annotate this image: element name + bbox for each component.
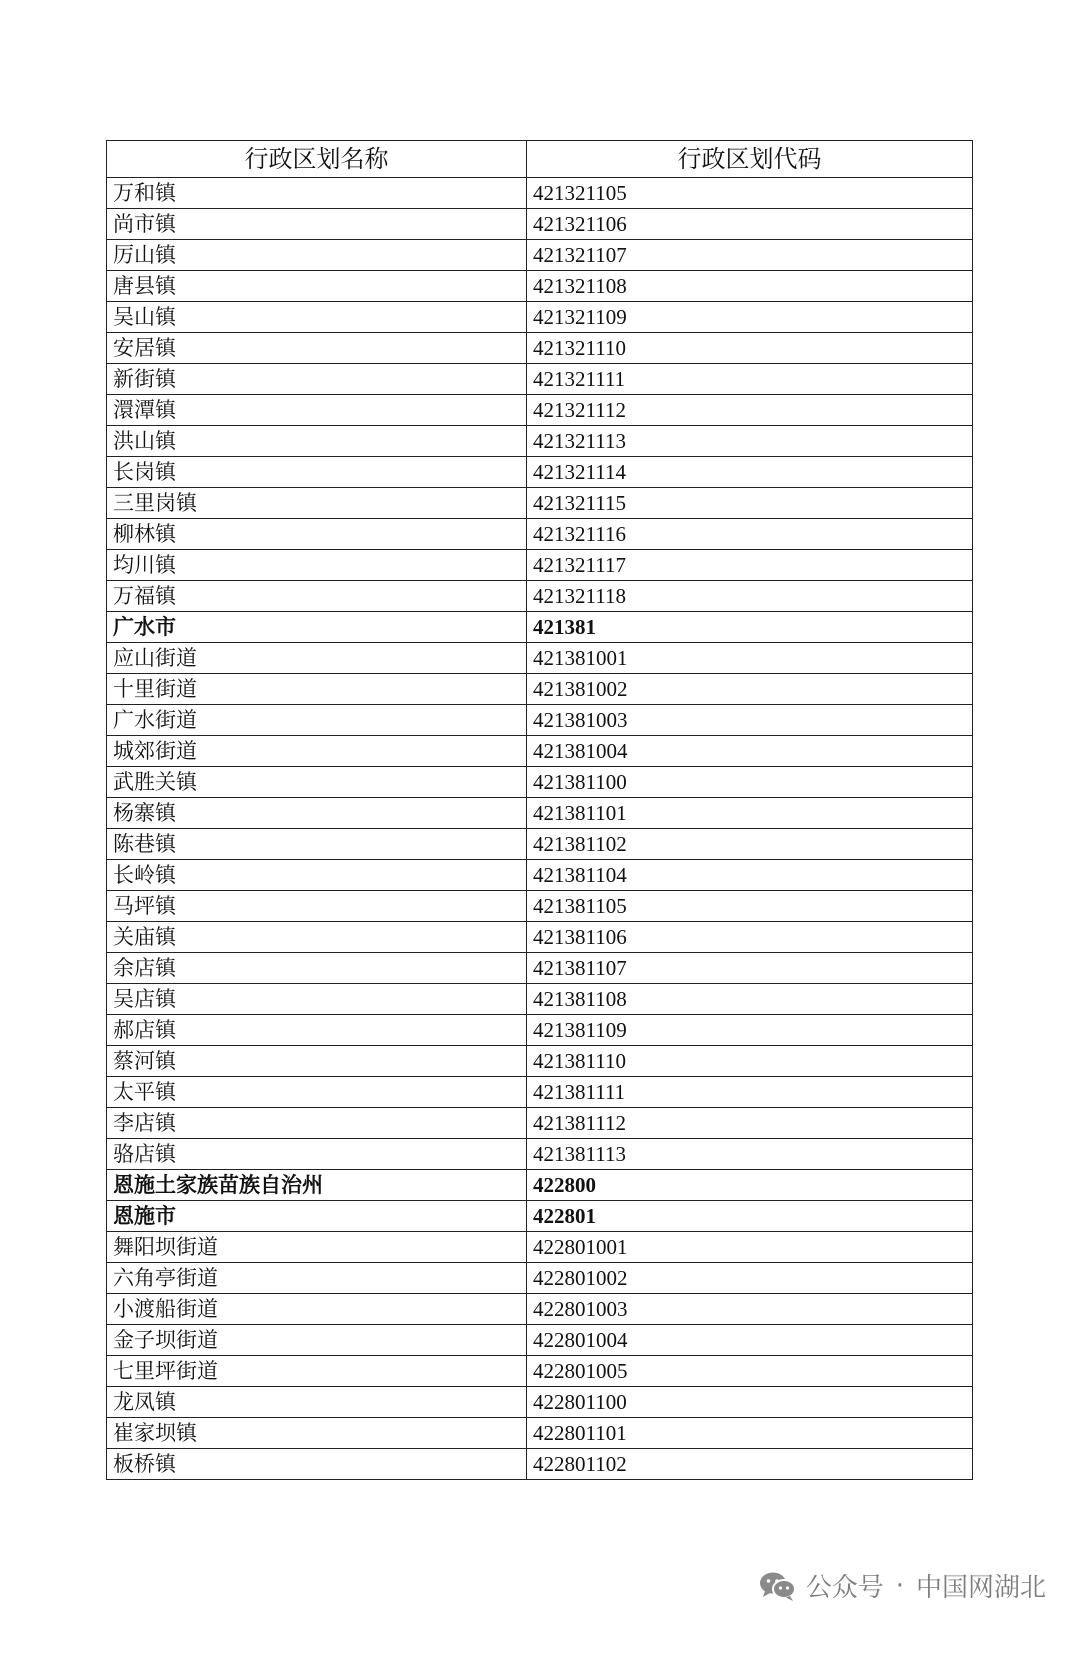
division-code-cell: 421321114: [527, 457, 973, 488]
table-header-row: [107, 141, 973, 178]
division-code-cell: 422801: [527, 1201, 973, 1232]
table-row: [107, 891, 973, 922]
division-name-cell: 崔家坝镇: [107, 1418, 527, 1449]
table-row: [107, 1108, 973, 1139]
division-code-cell: 421381109: [527, 1015, 973, 1046]
table-row: [107, 1170, 973, 1201]
division-name-cell: 广水街道: [107, 705, 527, 736]
division-code-cell: 421381107: [527, 953, 973, 984]
table-row: [107, 519, 973, 550]
table-row: [107, 612, 973, 643]
division-name-cell: 应山街道: [107, 643, 527, 674]
division-name-cell: 太平镇: [107, 1077, 527, 1108]
table-row: [107, 395, 973, 426]
division-code-cell: 421321110: [527, 333, 973, 364]
table-row: [107, 1139, 973, 1170]
table-row: [107, 860, 973, 891]
division-code-cell: 421321109: [527, 302, 973, 333]
division-code-cell: 422801102: [527, 1449, 973, 1480]
division-code-cell: 422801004: [527, 1325, 973, 1356]
table-row: [107, 798, 973, 829]
wechat-watermark: [758, 1567, 1046, 1604]
division-code-cell: 422801101: [527, 1418, 973, 1449]
division-code-cell: 421381113: [527, 1139, 973, 1170]
division-code-cell: 421321118: [527, 581, 973, 612]
watermark-separator: ·: [895, 1570, 904, 1601]
table-row: [107, 1325, 973, 1356]
division-name-cell: 城郊街道: [107, 736, 527, 767]
division-code-cell: 422800: [527, 1170, 973, 1201]
division-code-cell: 421381004: [527, 736, 973, 767]
division-name-cell: 恩施土家族苗族自治州: [107, 1170, 527, 1201]
table-row: [107, 1232, 973, 1263]
table-row: [107, 333, 973, 364]
division-name-cell: 杨寨镇: [107, 798, 527, 829]
division-code-cell: 421381101: [527, 798, 973, 829]
division-code-cell: 421321106: [527, 209, 973, 240]
division-name-cell: 马坪镇: [107, 891, 527, 922]
table-row: [107, 953, 973, 984]
division-name-cell: 万和镇: [107, 178, 527, 209]
division-name-cell: 李店镇: [107, 1108, 527, 1139]
division-code-cell: 421381: [527, 612, 973, 643]
division-name-cell: 新街镇: [107, 364, 527, 395]
table-row: [107, 1387, 973, 1418]
table-row: [107, 364, 973, 395]
division-name-cell: 恩施市: [107, 1201, 527, 1232]
division-code-cell: 421321112: [527, 395, 973, 426]
table-row: [107, 1046, 973, 1077]
division-name-cell: 骆店镇: [107, 1139, 527, 1170]
division-code-cell: 421321105: [527, 178, 973, 209]
table-row: [107, 302, 973, 333]
wechat-icon: [758, 1570, 798, 1602]
table-row: [107, 705, 973, 736]
division-name-cell: 十里街道: [107, 674, 527, 705]
table-row: [107, 1015, 973, 1046]
table-row: [107, 426, 973, 457]
table-row: [107, 550, 973, 581]
division-name-cell: 余店镇: [107, 953, 527, 984]
division-name-cell: 关庙镇: [107, 922, 527, 953]
division-code-cell: 421381111: [527, 1077, 973, 1108]
division-name-cell: 长岭镇: [107, 860, 527, 891]
division-name-cell: 舞阳坝街道: [107, 1232, 527, 1263]
division-name-cell: 万福镇: [107, 581, 527, 612]
table-row: [107, 922, 973, 953]
division-code-cell: 421381104: [527, 860, 973, 891]
table-row: [107, 984, 973, 1015]
division-name-cell: 蔡河镇: [107, 1046, 527, 1077]
header-division-code: 行政区划代码: [527, 141, 973, 178]
division-name-cell: 安居镇: [107, 333, 527, 364]
table-row: [107, 1449, 973, 1480]
division-code-cell: 421321115: [527, 488, 973, 519]
table-row: [107, 643, 973, 674]
division-name-cell: 三里岗镇: [107, 488, 527, 519]
division-code-cell: 422801100: [527, 1387, 973, 1418]
division-name-cell: 柳林镇: [107, 519, 527, 550]
table-row: [107, 457, 973, 488]
table-row: [107, 1418, 973, 1449]
division-name-cell: 厉山镇: [107, 240, 527, 271]
division-code-cell: 421381102: [527, 829, 973, 860]
division-code-cell: 422801001: [527, 1232, 973, 1263]
header-division-name: 行政区划名称: [107, 141, 527, 178]
division-code-cell: 421381002: [527, 674, 973, 705]
table-row: [107, 209, 973, 240]
division-name-cell: 吴店镇: [107, 984, 527, 1015]
division-code-cell: 422801003: [527, 1294, 973, 1325]
division-name-cell: 广水市: [107, 612, 527, 643]
division-code-cell: 421381106: [527, 922, 973, 953]
division-name-cell: 吴山镇: [107, 302, 527, 333]
division-name-cell: 尚市镇: [107, 209, 527, 240]
division-table: [106, 140, 973, 1480]
division-code-cell: 421321108: [527, 271, 973, 302]
table-row: [107, 1263, 973, 1294]
table-body: [107, 178, 973, 1480]
division-name-cell: 板桥镇: [107, 1449, 527, 1480]
division-code-cell: 421321113: [527, 426, 973, 457]
watermark-account: 中国网湖北: [915, 1573, 1046, 1603]
division-code-cell: 421381001: [527, 643, 973, 674]
division-code-cell: 421381110: [527, 1046, 973, 1077]
division-name-cell: 澴潭镇: [107, 395, 527, 426]
table-row: [107, 1294, 973, 1325]
division-name-cell: 金子坝街道: [107, 1325, 527, 1356]
table-row: [107, 1356, 973, 1387]
division-code-cell: 421321111: [527, 364, 973, 395]
division-name-cell: 七里坪街道: [107, 1356, 527, 1387]
table-row: [107, 767, 973, 798]
division-name-cell: 洪山镇: [107, 426, 527, 457]
table-row: [107, 829, 973, 860]
division-code-cell: 422801005: [527, 1356, 973, 1387]
division-name-cell: 陈巷镇: [107, 829, 527, 860]
division-code-cell: 421321117: [527, 550, 973, 581]
division-code-cell: 421381108: [527, 984, 973, 1015]
table-row: [107, 736, 973, 767]
watermark-label: 公众号: [805, 1573, 884, 1603]
division-code-cell: 421381003: [527, 705, 973, 736]
division-name-cell: 均川镇: [107, 550, 527, 581]
division-code-cell: 421321116: [527, 519, 973, 550]
division-code-cell: 421381112: [527, 1108, 973, 1139]
division-name-cell: 武胜关镇: [107, 767, 527, 798]
division-name-cell: 小渡船街道: [107, 1294, 527, 1325]
division-name-cell: 长岗镇: [107, 457, 527, 488]
table-row: [107, 674, 973, 705]
division-code-cell: 422801002: [527, 1263, 973, 1294]
division-name-cell: 六角亭街道: [107, 1263, 527, 1294]
division-name-cell: 唐县镇: [107, 271, 527, 302]
division-code-cell: 421381105: [527, 891, 973, 922]
table-row: [107, 1077, 973, 1108]
division-name-cell: 郝店镇: [107, 1015, 527, 1046]
division-code-cell: 421321107: [527, 240, 973, 271]
table-row: [107, 1201, 973, 1232]
table-row: [107, 240, 973, 271]
table-row: [107, 488, 973, 519]
table-row: [107, 581, 973, 612]
division-code-cell: 421381100: [527, 767, 973, 798]
table-row: [107, 271, 973, 302]
table-row: [107, 178, 973, 209]
division-name-cell: 龙凤镇: [107, 1387, 527, 1418]
